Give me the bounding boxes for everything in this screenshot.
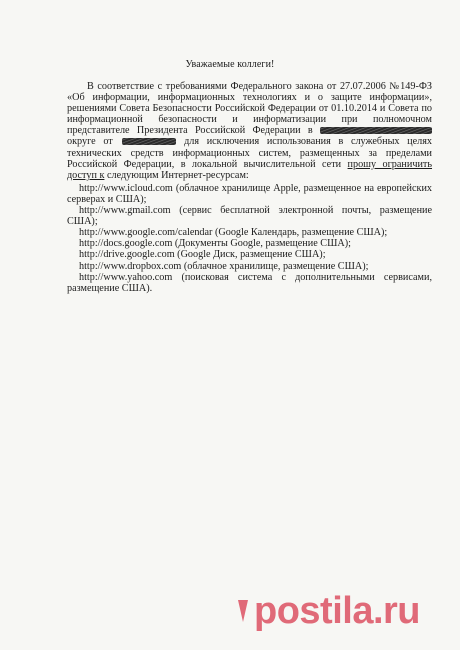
letter-salutation: Уважаемые коллеги!	[185, 59, 275, 70]
intro-text-1: В соответствие с требованиями Федерального закона от 27.07.2006 №149-ФЗ «Об информации, информационных технологиях и о защите информации», решениями Совета Безопасности Российской Федерации от 01.10.2014 и Совета по информационной безопасности и информатизации при полномочном представителе Президента Российской Федерации в	[67, 81, 432, 137]
checkmark-icon	[236, 596, 250, 626]
resource-item: http://drive.google.com (Google Диск, размещение США);	[79, 249, 326, 261]
intro-text-2: округе от	[67, 136, 113, 148]
resource-item: http://www.yahoo.com (поисковая система с дополнительными сервисами, размещение США).	[67, 271, 432, 294]
redaction-mark	[320, 127, 432, 134]
intro-text-4: следующим Интернет-ресурсам:	[106, 169, 249, 181]
letter-body	[67, 81, 432, 294]
resource-item: http://www.dropbox.com (облачное хранилище, размещение США);	[79, 260, 369, 272]
watermark-text: postila.ru	[254, 590, 421, 632]
intro-underlined-request: прошу ограничить доступ к	[67, 158, 433, 181]
postila-watermark	[236, 586, 446, 636]
intro-paragraph	[67, 81, 432, 181]
intro-text-3: для исключения использования в служебных целях технических средств информационных систем, размещенных за пределами Российской Федерации, в локальной вычислительной сети	[67, 136, 433, 170]
redaction-mark	[122, 138, 176, 145]
resource-list	[67, 183, 432, 294]
resource-item: http://www.icloud.com (облачное хранилище Apple, размещенное на европейских серверах и США);	[67, 182, 432, 205]
resource-item: http://www.google.com/calendar (Google Календарь, размещение США);	[79, 227, 388, 239]
resource-item: http://www.gmail.com (сервис бесплатной электронной почты, размещение США);	[67, 205, 432, 228]
resource-item: http://docs.google.com (Документы Google, размещение США);	[79, 238, 351, 250]
